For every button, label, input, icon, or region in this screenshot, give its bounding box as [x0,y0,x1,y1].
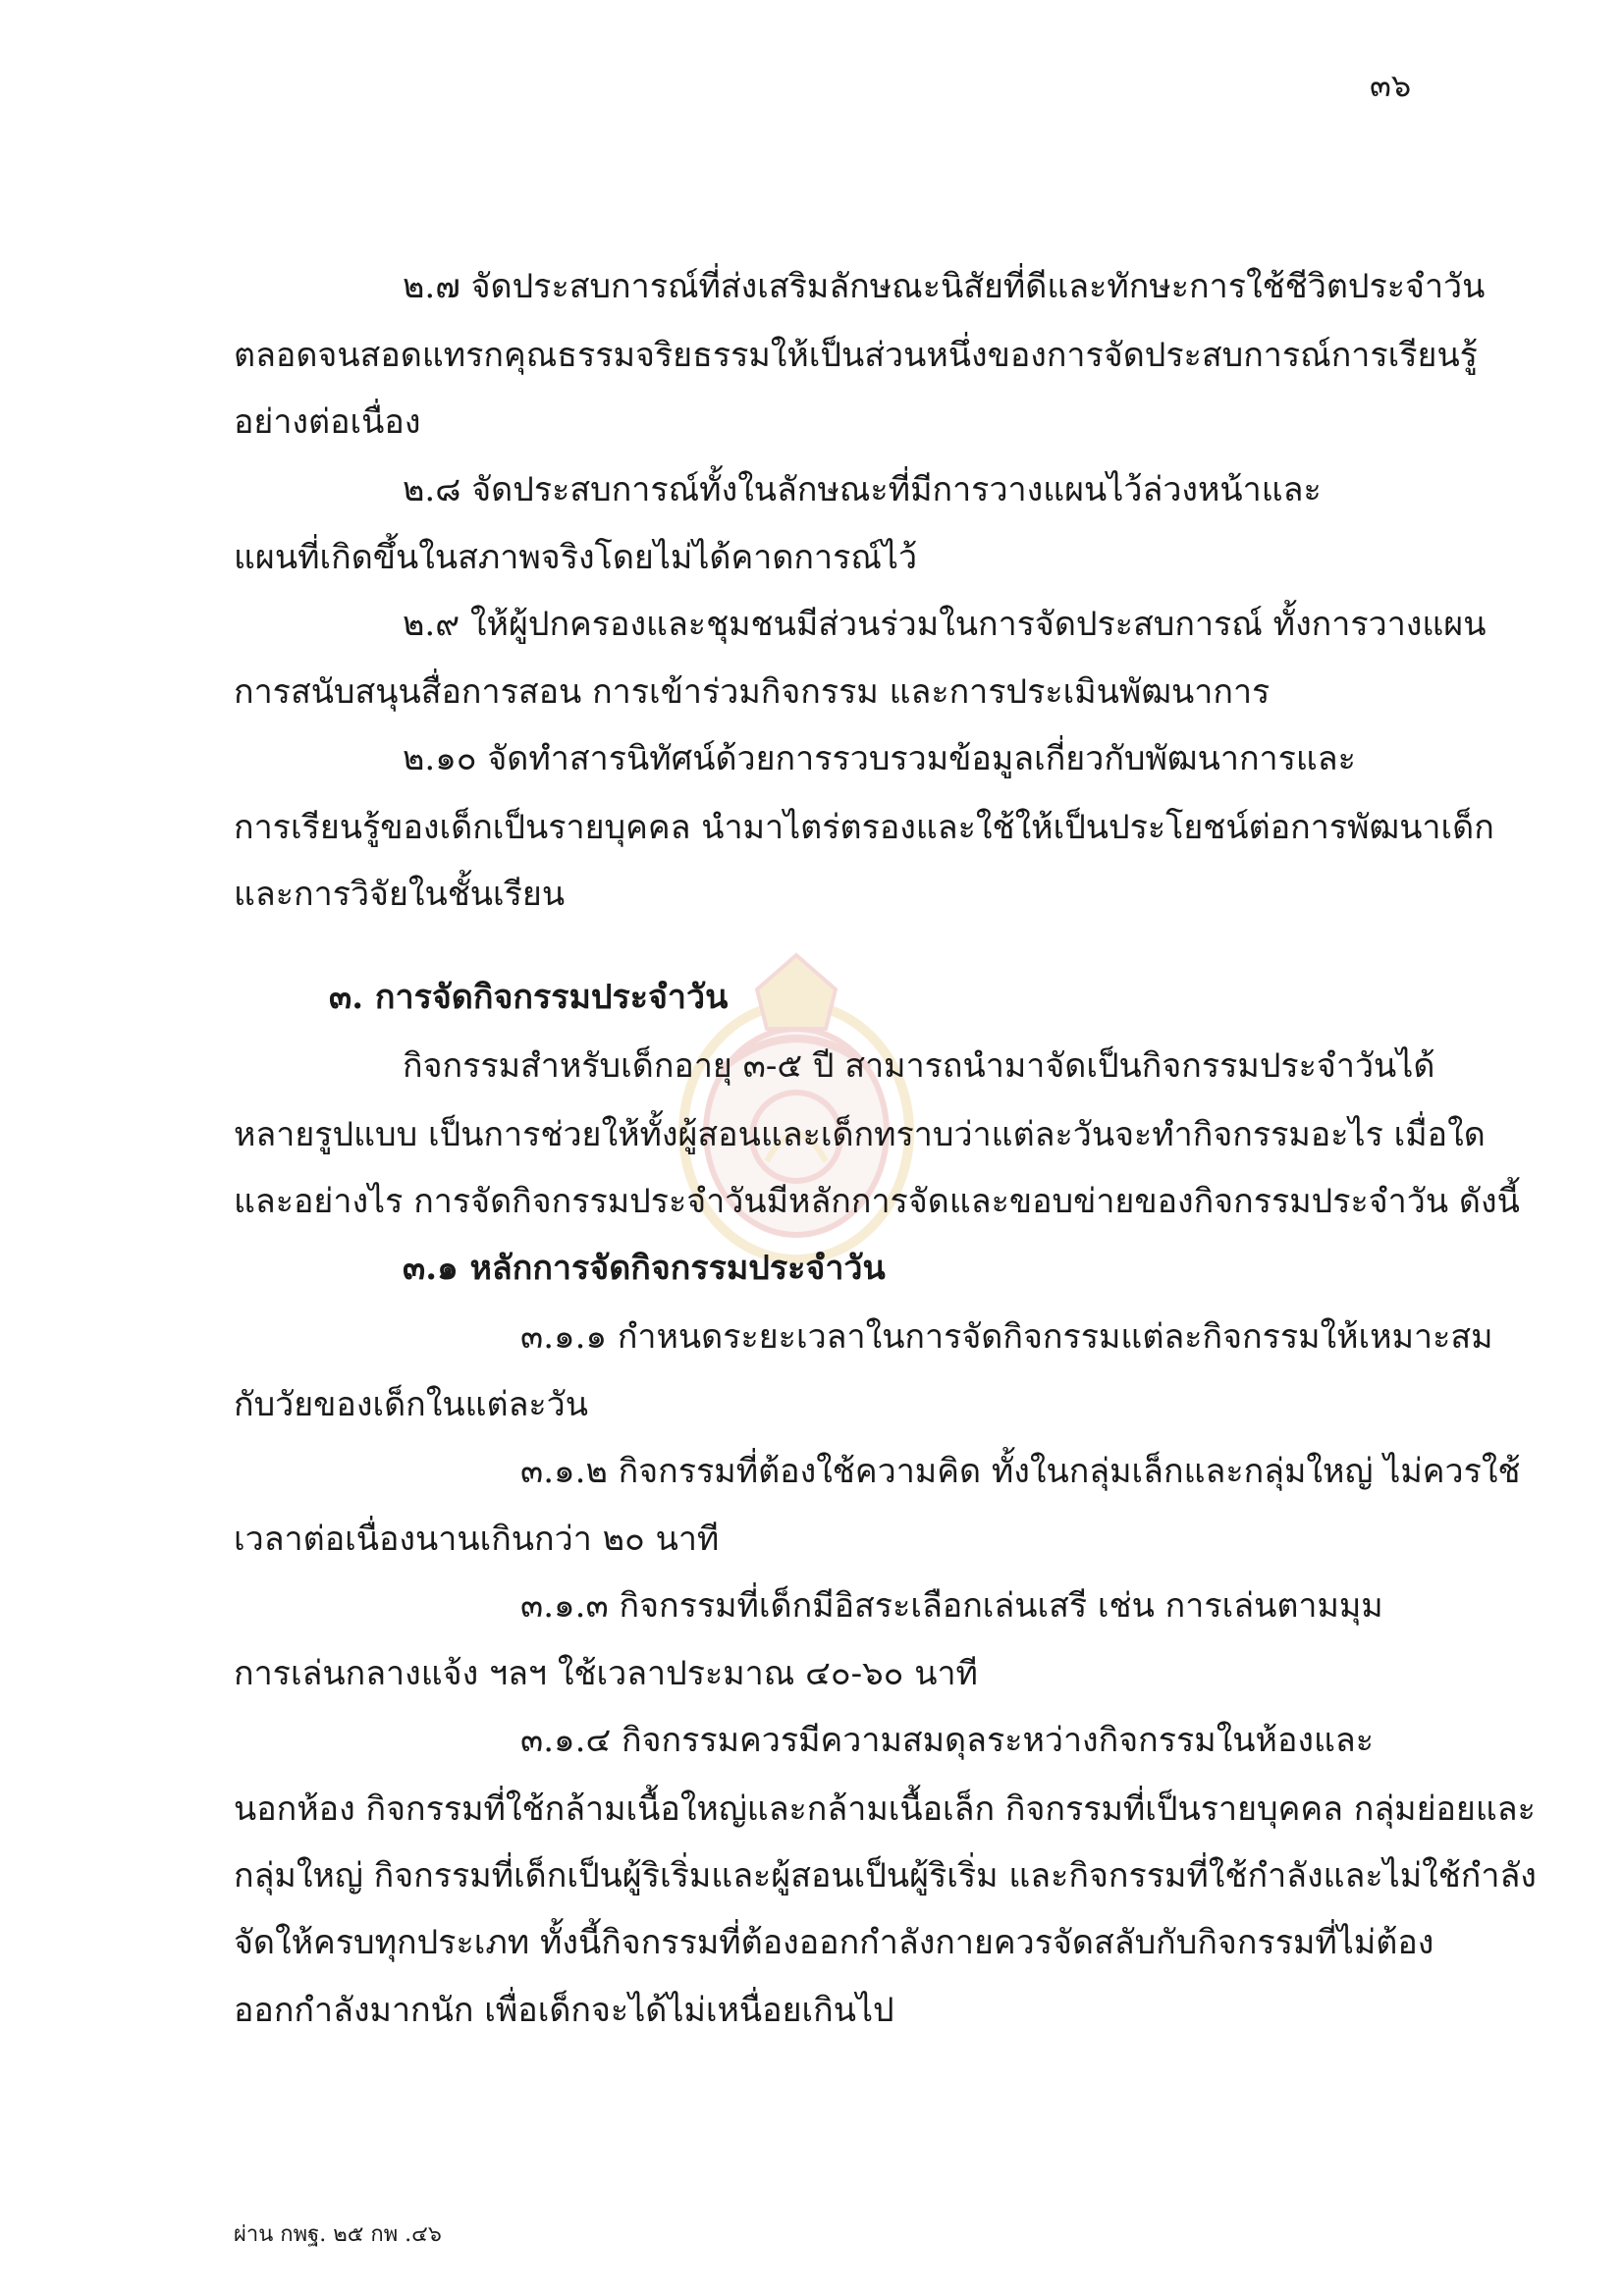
section-3-1-heading: ๓.๑ หลักการจัดกิจกรรมประจำวัน [403,1249,886,1288]
item-3-1-4-line-1: ๓.๑.๔ กิจกรรมควรมีความสมดุลระหว่างกิจกรรมในห้องและ [520,1721,1374,1760]
footer-note: ผ่าน กพฐ. ๒๕ กพ .๔๖ [234,2222,442,2247]
item-3-1-4-line-5: ออกกำลังมากนัก เพื่อเด็กจะได้ไม่เหนื่อยเกินไป [234,1991,894,2030]
item-2-10-line-1: ๒.๑๐ จัดทำสารนิทัศน์ด้วยการรวบรวมข้อมูลเกี่ยวกับพัฒนาการและ [403,739,1356,778]
item-3-1-4-line-4: จัดให้ครบทุกประเภท ทั้งนี้กิจกรรมที่ต้องออกกำลังกายควรจัดสลับกับกิจกรรมที่ไม่ต้อง [234,1923,1434,1962]
item-2-8-line-2: แผนที่เกิดขึ้นในสภาพจริงโดยไม่ได้คาดการณ์ไว้ [234,538,918,577]
section-3-para-line-2: หลายรูปแบบ เป็นการช่วยให้ทั้งผู้สอนและเด็กทราบว่าแต่ละวันจะทำกิจกรรมอะไร เมื่อใด [234,1115,1486,1154]
item-2-10-line-3: และการวิจัยในชั้นเรียน [234,875,566,914]
item-3-1-2-line-2: เวลาต่อเนื่องนานเกินกว่า ๒๐ นาที [234,1520,720,1559]
item-2-7-line-1: ๒.๗ จัดประสบการณ์ที่ส่งเสริมลักษณะนิสัยที่ดีและทักษะการใช้ชีวิตประจำวัน [403,267,1486,306]
item-2-7-line-2: ตลอดจนสอดแทรกคุณธรรมจริยธรรมให้เป็นส่วนหนึ่งของการจัดประสบการณ์การเรียนรู้ [234,336,1478,375]
item-2-9-line-2: การสนับสนุนสื่อการสอน การเข้าร่วมกิจกรรม และการประเมินพัฒนาการ [234,672,1271,712]
item-2-7-line-3: อย่างต่อเนื่อง [234,402,421,442]
item-3-1-1-line-1: ๓.๑.๑ กำหนดระยะเวลาในการจัดกิจกรรมแต่ละกิจกรรมให้เหมาะสม [520,1317,1493,1357]
item-2-10-line-2: การเรียนรู้ของเด็กเป็นรายบุคคล นำมาไตร่ตรองและใช้ให้เป็นประโยชน์ต่อการพัฒนาเด็ก [234,808,1494,847]
section-3-para-line-1: กิจกรรมสำหรับเด็กอายุ ๓-๕ ปี สามารถนำมาจัดเป็นกิจกรรมประจำวันได้ [403,1046,1435,1086]
item-2-9-line-1: ๒.๙ ให้ผู้ปกครองและชุมชนมีส่วนร่วมในการจัดประสบการณ์ ทั้งการวางแผน [403,605,1487,644]
page-number: ๓๖ [1370,67,1412,104]
item-3-1-4-line-3: กลุ่มใหญ่ กิจกรรมที่เด็กเป็นผู้ริเริ่มและผู้สอนเป็นผู้ริเริ่ม และกิจกรรมที่ใช้กำลังและไม่ใช้กำลัง [234,1856,1537,1896]
item-3-1-3-line-2: การเล่นกลางแจ้ง ฯลฯ ใช้เวลาประมาณ ๔๐-๖๐ นาที [234,1654,978,1693]
item-3-1-3-line-1: ๓.๑.๓ กิจกรรมที่เด็กมีอิสระเลือกเล่นเสรี เช่น การเล่นตามมุม [520,1586,1383,1626]
item-2-8-line-1: ๒.๘ จัดประสบการณ์ทั้งในลักษณะที่มีการวางแผนไว้ล่วงหน้าและ [403,470,1322,509]
item-3-1-2-line-1: ๓.๑.๒ กิจกรรมที่ต้องใช้ความคิด ทั้งในกลุ่มเล็กและกลุ่มใหญ่ ไม่ควรใช้ [520,1452,1521,1491]
section-3-heading: ๓. การจัดกิจกรรมประจำวัน [329,978,729,1017]
section-3-para-line-3: และอย่างไร การจัดกิจกรรมประจำวันมีหลักการจัดและขอบข่ายของกิจกรรมประจำวัน ดังนี้ [234,1182,1520,1221]
item-3-1-4-line-2: นอกห้อง กิจกรรมที่ใช้กล้ามเนื้อใหญ่และกล้ามเนื้อเล็ก กิจกรรมที่เป็นรายบุคคล กลุ่มย่อยและ [234,1789,1536,1829]
item-3-1-1-line-2: กับวัยของเด็กในแต่ละวัน [234,1385,589,1424]
